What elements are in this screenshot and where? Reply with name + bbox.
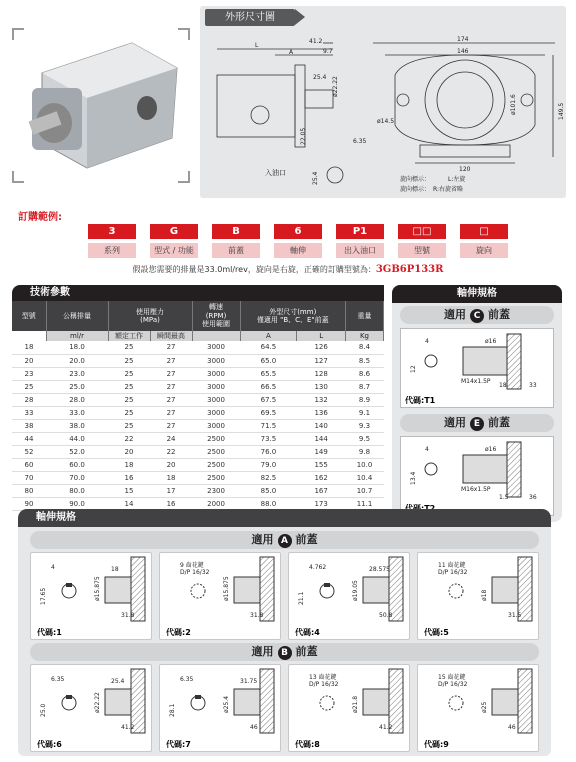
- svg-text:ø18: ø18: [481, 589, 488, 601]
- letter-c-icon: C: [470, 309, 484, 323]
- table-cell: 71.5: [240, 419, 297, 432]
- code-t1: 代碼:T1: [405, 396, 436, 405]
- table-cell: 38: [12, 419, 46, 432]
- table-cell: 18.0: [46, 341, 108, 354]
- letter-e-icon: E: [470, 417, 484, 431]
- svg-text:21.1: 21.1: [298, 591, 305, 605]
- svg-text:4: 4: [51, 564, 55, 571]
- table-cell: 18: [150, 471, 192, 484]
- tech-params-title: 技術參數: [12, 285, 384, 301]
- shaft-card: [30, 552, 152, 640]
- apply-a-header: 適用 A 前蓋: [30, 531, 539, 549]
- code-type: G: [150, 224, 198, 239]
- table-row: [12, 406, 384, 419]
- svg-text:46: 46: [508, 724, 516, 731]
- table-cell: 10.0: [346, 458, 384, 471]
- svg-text:ø15.875: ø15.875: [223, 576, 230, 601]
- table-cell: 79.0: [240, 458, 297, 471]
- table-row: [12, 458, 384, 471]
- apply-c-header: 適用 C 前蓋: [400, 306, 554, 324]
- table-cell: 8.4: [346, 341, 384, 354]
- table-row: [12, 471, 384, 484]
- svg-text:31.5: 31.5: [508, 612, 522, 619]
- product-photo: [12, 28, 190, 183]
- dim-22.05: 22.05: [300, 127, 307, 145]
- shaft-card: [417, 664, 539, 752]
- table-cell: 25: [108, 406, 150, 419]
- svg-text:17.65: 17.65: [40, 587, 47, 605]
- svg-text:31.8: 31.8: [250, 612, 264, 619]
- table-cell: 25: [108, 354, 150, 367]
- shaft-card: [288, 664, 410, 752]
- dim-A: A: [289, 49, 294, 56]
- table-cell: 65.5: [240, 367, 297, 380]
- table-cell: 8.7: [346, 380, 384, 393]
- apply-e-header: 適用 E 前蓋: [400, 414, 554, 432]
- table-cell: 64.5: [240, 341, 297, 354]
- table-cell: 11.1: [346, 497, 384, 510]
- svg-text:M14x1.5P: M14x1.5P: [461, 378, 491, 385]
- table-cell: 3000: [192, 393, 240, 406]
- table-cell: 8.5: [346, 354, 384, 367]
- svg-text:41.2: 41.2: [379, 724, 393, 731]
- order-example-label: 訂購範例:: [18, 212, 62, 223]
- table-cell: 3000: [192, 419, 240, 432]
- table-row: [12, 393, 384, 406]
- svg-text:18: 18: [499, 382, 507, 389]
- table-cell: 85.0: [240, 484, 297, 497]
- table-cell: 2500: [192, 471, 240, 484]
- table-cell: 127: [297, 354, 346, 367]
- svg-text:6.35: 6.35: [180, 676, 194, 683]
- table-cell: 27: [150, 367, 192, 380]
- table-cell: 25: [108, 341, 150, 354]
- shaft-card: [159, 664, 281, 752]
- th-model: 型號: [12, 301, 46, 331]
- svg-text:50.8: 50.8: [379, 612, 393, 619]
- table-cell: 20: [108, 445, 150, 458]
- table-cell: 20: [150, 458, 192, 471]
- table-cell: 3000: [192, 380, 240, 393]
- label-series: 系列: [88, 243, 136, 258]
- shaft-card: [288, 552, 410, 640]
- letter-b-icon: B: [278, 646, 292, 660]
- table-cell: 27: [150, 341, 192, 354]
- table-cell: 25: [12, 380, 46, 393]
- svg-text:ø22.22: ø22.22: [94, 692, 101, 713]
- svg-text:31.75: 31.75: [240, 678, 258, 685]
- apply-b-header: 適用 B 前蓋: [30, 643, 539, 661]
- dim-101.6: ø101.6: [510, 94, 517, 115]
- dim-6.35: 6.35: [353, 138, 367, 145]
- dim-174: 174: [457, 36, 469, 43]
- svg-text:28.575: 28.575: [369, 566, 390, 573]
- table-cell: 27: [150, 406, 192, 419]
- shaft-a-row: [30, 552, 539, 640]
- code-cover: B: [212, 224, 260, 239]
- dimension-drawing: [205, 35, 565, 195]
- table-cell: 167: [297, 484, 346, 497]
- table-cell: 149: [297, 445, 346, 458]
- table-cell: 155: [297, 458, 346, 471]
- dim-9.7: 9.7: [323, 48, 333, 55]
- svg-text:ø16: ø16: [485, 446, 497, 453]
- table-cell: 126: [297, 341, 346, 354]
- table-cell: 2500: [192, 458, 240, 471]
- table-cell: 90: [12, 497, 46, 510]
- svg-text:9 齒花鍵: 9 齒花鍵: [180, 562, 204, 569]
- table-cell: 66.5: [240, 380, 297, 393]
- table-cell: 28: [12, 393, 46, 406]
- svg-text:4: 4: [425, 446, 429, 453]
- shaft-t2-card: [400, 436, 554, 516]
- table-cell: 10.7: [346, 484, 384, 497]
- table-cell: 80.0: [46, 484, 108, 497]
- svg-text:11 齒花鍵: 11 齒花鍵: [438, 562, 466, 569]
- shaft-code: 代碼:4: [295, 628, 320, 637]
- shaft-t1-card: [400, 328, 554, 408]
- table-cell: 27: [150, 419, 192, 432]
- table-cell: 16: [108, 471, 150, 484]
- table-row: [12, 341, 384, 354]
- table-row: [12, 419, 384, 432]
- table-cell: 52: [12, 445, 46, 458]
- table-cell: 140: [297, 419, 346, 432]
- rotation-right-label: 旋向標示： R:右旋省略: [400, 186, 464, 193]
- table-cell: 8.9: [346, 393, 384, 406]
- table-cell: 82.5: [240, 471, 297, 484]
- table-cell: 60: [12, 458, 46, 471]
- svg-text:ø15.875: ø15.875: [94, 576, 101, 601]
- table-cell: 18: [108, 458, 150, 471]
- label-model: 型號: [398, 243, 446, 258]
- svg-text:36: 36: [529, 494, 537, 501]
- table-cell: 33: [12, 406, 46, 419]
- letter-a-icon: A: [278, 534, 292, 548]
- table-row: [12, 354, 384, 367]
- table-cell: 28.0: [46, 393, 108, 406]
- tech-params-table: 型號 公稱排量 使用壓力 (MPa) 轉速 (RPM) 使用範圍 外型尺寸(mm) 僅適用 "B、C、E"前蓋 重量 ml/r 額定工作 瞬間最高 A L Kg 18 18.0 25 27 3000 64.5 126 8.4 20 20.0 25 27 3000 65.0 127 8.5 23 23.0 25 27 3000 65.5 128 8.6 25 25.0 25 27 3000 66.5 130 8.7 28 28.0 25 27 3000 67.5 132 8.9 33 33.0 25 27 3000 69.5 136 9.1 38 38.0 25 27 3000 71.5 140 9.3 44 44.0 22 24 2500 73.5 144 9.5 52 52.0 20 22 2500 76.0 149 9.8 60 60.0 18 20 2500 79.0 155 10.0 70 70.0 16 18 2500 82.5 162 10.4 80 80.0 15 17 2300 85.0 167 10.7 90 90.0 14 16 2000 88.0 173 11.1: [12, 301, 384, 511]
- table-cell: 18: [12, 341, 46, 354]
- svg-text:41.2: 41.2: [121, 724, 135, 731]
- table-cell: 25: [108, 419, 150, 432]
- table-cell: 70: [12, 471, 46, 484]
- shaft-code: 代碼:6: [37, 740, 62, 749]
- th-speed: 轉速 (RPM) 使用範圍: [192, 301, 240, 331]
- shaft-card: [30, 664, 152, 752]
- table-cell: 44: [12, 432, 46, 445]
- table-cell: 20: [12, 354, 46, 367]
- shaft-code: 代碼:7: [166, 740, 191, 749]
- table-cell: 9.3: [346, 419, 384, 432]
- table-row: [12, 432, 384, 445]
- table-cell: 25: [108, 367, 150, 380]
- table-cell: 128: [297, 367, 346, 380]
- svg-text:ø21.8: ø21.8: [352, 695, 359, 713]
- table-cell: 76.0: [240, 445, 297, 458]
- table-row: [12, 484, 384, 497]
- table-cell: 2500: [192, 432, 240, 445]
- th-disp: 公稱排量: [46, 301, 108, 331]
- table-row: [12, 380, 384, 393]
- table-cell: 27: [150, 380, 192, 393]
- shaft-ce-title: 軸伸規格: [392, 285, 562, 303]
- table-cell: 14: [108, 497, 150, 510]
- table-cell: 24: [150, 432, 192, 445]
- dim-120: 120: [459, 166, 471, 173]
- dim-22.22: ø22.22: [332, 76, 339, 97]
- table-cell: 3000: [192, 341, 240, 354]
- svg-text:4: 4: [425, 338, 429, 345]
- table-cell: 38.0: [46, 419, 108, 432]
- svg-text:31.8: 31.8: [121, 612, 135, 619]
- table-cell: 2500: [192, 445, 240, 458]
- table-cell: 69.5: [240, 406, 297, 419]
- table-cell: 27: [150, 354, 192, 367]
- table-cell: 90.0: [46, 497, 108, 510]
- table-cell: 162: [297, 471, 346, 484]
- table-cell: 22: [150, 445, 192, 458]
- code-port: P1: [336, 224, 384, 239]
- shaft-b-row: [30, 664, 539, 752]
- label-shaft: 軸伸: [274, 243, 322, 258]
- dim-25.4: 25.4: [313, 74, 327, 81]
- svg-text:D/P 16/32: D/P 16/32: [180, 569, 210, 576]
- table-cell: 73.5: [240, 432, 297, 445]
- svg-text:25.4: 25.4: [111, 678, 125, 685]
- th-weight: 重量: [346, 301, 384, 331]
- table-cell: 67.5: [240, 393, 297, 406]
- svg-text:15 齒花鍵: 15 齒花鍵: [438, 674, 466, 681]
- svg-text:13 齒花鍵: 13 齒花鍵: [309, 674, 337, 681]
- table-cell: 2300: [192, 484, 240, 497]
- table-cell: 130: [297, 380, 346, 393]
- table-cell: 60.0: [46, 458, 108, 471]
- label-cover: 前蓋: [212, 243, 260, 258]
- shaft-ab-title: 軸伸規格: [18, 509, 551, 527]
- table-cell: 3000: [192, 354, 240, 367]
- table-row: [12, 367, 384, 380]
- table-cell: 17: [150, 484, 192, 497]
- table-cell: 9.5: [346, 432, 384, 445]
- table-cell: 144: [297, 432, 346, 445]
- svg-text:ø19.05: ø19.05: [352, 580, 359, 601]
- code-shaft: 6: [274, 224, 322, 239]
- table-cell: 3000: [192, 367, 240, 380]
- svg-text:D/P 16/32: D/P 16/32: [438, 681, 468, 688]
- table-cell: 25: [108, 380, 150, 393]
- th-dim: 外型尺寸(mm) 僅適用 "B、C、E"前蓋: [240, 301, 345, 331]
- table-cell: 33.0: [46, 406, 108, 419]
- svg-text:ø16: ø16: [485, 338, 497, 345]
- code-series: 3: [88, 224, 136, 239]
- svg-text:1.5: 1.5: [499, 494, 509, 501]
- table-cell: 65.0: [240, 354, 297, 367]
- table-cell: 23: [12, 367, 46, 380]
- shaft-code: 代碼:5: [424, 628, 449, 637]
- dim-25.4b: 25.4: [312, 171, 319, 185]
- label-rotation: 旋向: [460, 243, 508, 258]
- svg-text:18: 18: [111, 566, 119, 573]
- table-cell: 25: [108, 393, 150, 406]
- table-cell: 88.0: [240, 497, 297, 510]
- svg-text:6.35: 6.35: [51, 676, 65, 683]
- shaft-code: 代碼:9: [424, 740, 449, 749]
- table-cell: 25.0: [46, 380, 108, 393]
- svg-text:28.1: 28.1: [169, 703, 176, 717]
- svg-text:M16x1.5P: M16x1.5P: [461, 486, 491, 493]
- svg-text:D/P 16/32: D/P 16/32: [309, 681, 339, 688]
- order-code-row: [88, 224, 518, 262]
- svg-text:33: 33: [529, 382, 537, 389]
- table-cell: 20.0: [46, 354, 108, 367]
- table-row: [12, 445, 384, 458]
- table-cell: 80: [12, 484, 46, 497]
- dim-41: 41.2: [309, 38, 323, 45]
- shaft-card: [159, 552, 281, 640]
- label-port: 出入油口: [336, 243, 384, 258]
- table-cell: 16: [150, 497, 192, 510]
- dim-L: L: [255, 42, 259, 49]
- table-cell: 15: [108, 484, 150, 497]
- table-cell: 136: [297, 406, 346, 419]
- table-cell: 70.0: [46, 471, 108, 484]
- svg-text:25.0: 25.0: [40, 703, 47, 717]
- code-model: □□: [398, 224, 446, 239]
- table-cell: 3000: [192, 406, 240, 419]
- dim-146: 146: [457, 48, 469, 55]
- shaft-code: 代碼:8: [295, 740, 320, 749]
- table-cell: 2000: [192, 497, 240, 510]
- table-cell: 10.4: [346, 471, 384, 484]
- order-example-text: 假設您需要的排量是33.0ml/rev，旋向是右旋，正確的訂購型號為：3GB6P133R: [132, 264, 444, 275]
- dimension-title: 外形尺寸圖: [205, 9, 295, 26]
- rotation-left-label: 旋向標示： L:左旋: [400, 176, 466, 183]
- shaft-code: 代碼:1: [37, 628, 62, 637]
- shaft-card: [417, 552, 539, 640]
- svg-text:46: 46: [250, 724, 258, 731]
- dim-149.5: 149.5: [558, 102, 565, 120]
- svg-text:ø25: ø25: [481, 701, 488, 713]
- svg-text:4.762: 4.762: [309, 564, 327, 571]
- code-rotation: □: [460, 224, 508, 239]
- table-cell: 173: [297, 497, 346, 510]
- label-type: 型式 / 功能: [150, 243, 198, 258]
- order-example-code: 3GB6P133R: [375, 264, 444, 275]
- inlet-label: 入油口: [265, 169, 286, 177]
- dim-14.5: ø14.5: [377, 118, 395, 125]
- table-cell: 44.0: [46, 432, 108, 445]
- table-cell: 132: [297, 393, 346, 406]
- shaft-code: 代碼:2: [166, 628, 191, 637]
- table-cell: 22: [108, 432, 150, 445]
- table-cell: 9.8: [346, 445, 384, 458]
- svg-text:13.4: 13.4: [410, 471, 417, 485]
- svg-text:12: 12: [410, 365, 417, 373]
- svg-text:ø25.4: ø25.4: [223, 695, 230, 713]
- table-cell: 27: [150, 393, 192, 406]
- table-cell: 23.0: [46, 367, 108, 380]
- table-cell: 8.6: [346, 367, 384, 380]
- table-cell: 9.1: [346, 406, 384, 419]
- th-pressure: 使用壓力 (MPa): [108, 301, 192, 331]
- table-cell: 52.0: [46, 445, 108, 458]
- svg-text:D/P 16/32: D/P 16/32: [438, 569, 468, 576]
